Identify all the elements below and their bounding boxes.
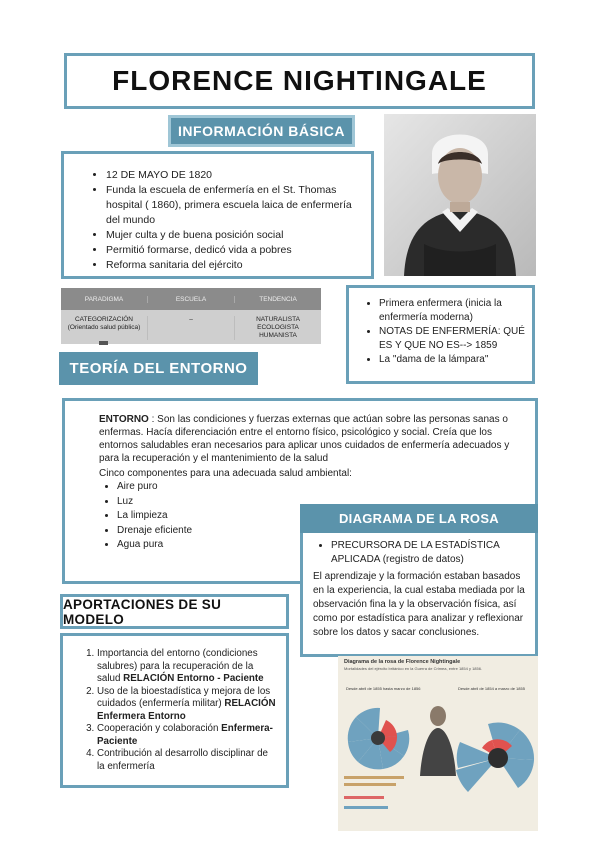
basic-info-list bbox=[78, 168, 361, 273]
table-header-row bbox=[61, 288, 321, 310]
aportacion-item bbox=[97, 648, 278, 686]
component-item: • La limpieza bbox=[117, 509, 515, 524]
components-intro: Cinco componentes para una adecuada salud ambiental: bbox=[99, 468, 352, 479]
page-title: FLORENCE NIGHTINGALE bbox=[112, 65, 487, 96]
aportacion-text: Contribución al desarrollo disciplinar de la enfermería bbox=[97, 748, 268, 772]
basic-info-box bbox=[61, 151, 374, 279]
rose-diagram-image bbox=[338, 656, 538, 831]
info-item: • Reforma sanitaria del ejército bbox=[106, 258, 361, 273]
table-row bbox=[61, 310, 321, 340]
portrait-illustration bbox=[384, 114, 536, 276]
table-header-cell: TENDENCIA bbox=[234, 296, 321, 303]
table-cell: NATURALISTA ECOLOGISTA HUMANISTA bbox=[234, 316, 321, 340]
info-item: • Mujer culta y de buena posición social bbox=[106, 228, 361, 243]
entorno-term: ENTORNO bbox=[99, 414, 149, 425]
right-info-box bbox=[346, 285, 535, 384]
aportacion-text: Uso de la bioestadística y mejora de los cuidados (enfermería militar) bbox=[97, 685, 271, 709]
aportacion-text: Importancia del entorno (condiciones salubres) para la recuperación de la salud bbox=[97, 648, 258, 684]
rosa-heading: DIAGRAMA DE LA ROSA bbox=[300, 504, 538, 533]
aportacion-relation: Enfermera- Paciente bbox=[97, 723, 273, 747]
aportaciones-box bbox=[60, 633, 289, 788]
rosa-box bbox=[300, 533, 538, 657]
table-header-cell: ESCUELA bbox=[147, 296, 234, 303]
aportaciones-heading: APORTACIONES DE SU MODELO bbox=[63, 596, 222, 627]
info-item: • Primera enfermera (inicia la enfermería moderna) bbox=[379, 297, 526, 325]
aportacion-item bbox=[97, 723, 278, 748]
aportacion-relation: RELACIÓN Entorno - Paciente bbox=[123, 673, 264, 684]
rosa-list bbox=[313, 539, 527, 567]
info-item: • Funda la escuela de enfermería en el St. Thomas hospital ( 1860), primera escuela laica de enfermería del mundo bbox=[106, 183, 361, 228]
diagram-title: Diagrama de la rosa de Florence Nightingale bbox=[344, 659, 461, 665]
title-box bbox=[64, 53, 535, 109]
diagram-right-caption: Desde abril de 1854 a marzo de 1855 bbox=[458, 686, 525, 691]
aportaciones-list bbox=[75, 648, 278, 773]
aportacion-text: Cooperación y colaboración bbox=[97, 723, 222, 734]
table-cell: CATEGORIZACIÓN (Orientado salud pública) bbox=[67, 316, 141, 331]
portrait-photo bbox=[384, 114, 536, 276]
component-item: • Drenaje eficiente bbox=[117, 524, 515, 539]
aportacion-item bbox=[97, 748, 278, 773]
component-item: • Aire puro bbox=[117, 480, 515, 495]
right-info-list bbox=[361, 297, 526, 367]
aportacion-item bbox=[97, 686, 278, 724]
info-item: • La "dama de la lámpara" bbox=[379, 353, 526, 367]
table-marker bbox=[99, 341, 108, 345]
rosa-text: El aprendizaje y la formación estaban basados en la experiencia, la cual estaba mediada por la observación fina la y la observación física, así como por estadística para analizar y reflexionar sobre los datos y sacar conclusiones. bbox=[313, 571, 525, 638]
theory-heading: TEORÍA DEL ENTORNO bbox=[59, 352, 258, 385]
aportaciones-heading-box bbox=[60, 594, 289, 629]
info-heading: INFORMACIÓN BÁSICA bbox=[168, 115, 355, 147]
diagram-subtitle: Mortalidades del ejército británico en la Guerra de Crimea, entre 1854 y 1856. bbox=[344, 666, 483, 671]
aportacion-relation: RELACIÓN Enfermera Entorno bbox=[97, 698, 276, 722]
info-item: • 12 DE MAYO DE 1820 bbox=[106, 168, 361, 183]
entorno-definition-text: : Son las condiciones y fuerzas externas que actúan sobre las personas sanas o enfermas. Hacía diferenciación entre el entorno físico, psicológico y social. Creía que los entornos saludables eran necesarios para aplicar unos cuidados de enfermería adecuados y para la recuperación y el mantenimiento de la salud bbox=[99, 414, 510, 464]
rose-diagram-graphic bbox=[338, 656, 538, 831]
info-item: • Permitió formarse, dedicó vida a pobres bbox=[106, 243, 361, 258]
component-item: • Agua pura bbox=[117, 538, 515, 553]
diagram-left-caption: Desde abril de 1855 hasta marzo de 1856 bbox=[346, 686, 421, 691]
info-item: • NOTAS DE ENFERMERÍA: QUÉ ES Y QUE NO ES--> 1859 bbox=[379, 325, 526, 353]
component-item: • Luz bbox=[117, 495, 515, 510]
entorno-definition bbox=[99, 413, 515, 465]
table-header-cell: PARADIGMA bbox=[84, 295, 124, 303]
paradigm-table bbox=[61, 288, 321, 344]
rosa-bullet: • PRECURSORA DE LA ESTADÍSTICA APLICADA (registro de datos) bbox=[331, 539, 527, 567]
table-cell: – bbox=[147, 316, 234, 340]
